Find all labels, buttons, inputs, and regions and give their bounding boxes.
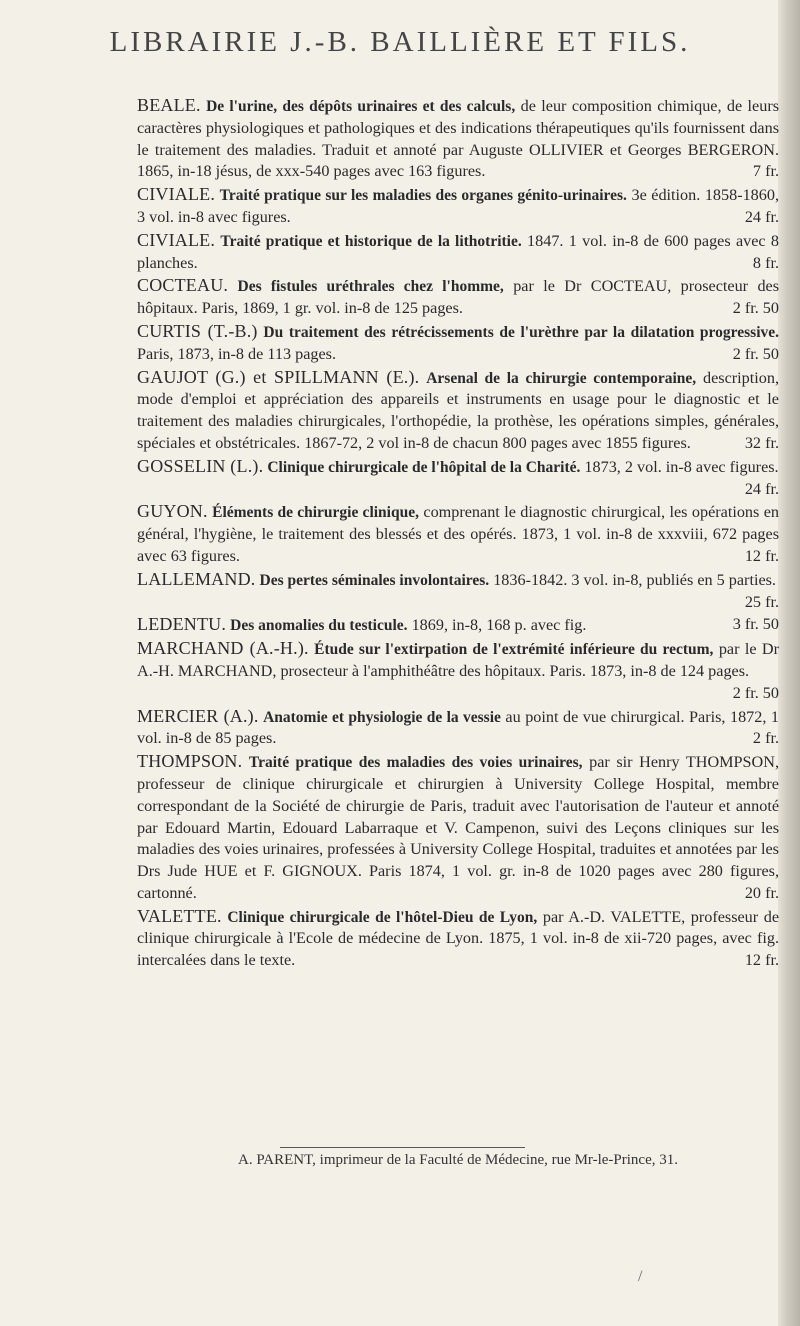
catalog-entries (137, 95, 779, 973)
entry-description: par le Dr COCTEAU, prosecteur des hôpitaux. Paris, 1869, 1 gr. vol. in-8 de 125 pages. (137, 277, 780, 318)
entry-author: VALETTE. (137, 905, 222, 926)
entry-author: LALLEMAND. (137, 568, 256, 589)
catalog-entry (137, 456, 779, 501)
catalog-entry (137, 367, 779, 455)
entry-title: Clinique chirurgicale de l'hôtel-Dieu de Lyon, (227, 908, 538, 926)
catalog-entry (137, 614, 779, 637)
entry-description: par sir Henry THOMPSON, professeur de clinique chirurgicale et chirurgien à University College Hospital, membre correspondant de la Société de chirurgie de Paris, traduit avec l'autorisation de l'auteur et annoté par Edouard Martin, Edouard Labarraque et V. Campenon, suivi des Leçons cliniques sur les maladies des voies urinaires, professées à University College Hospital, traduites et annotées par les Drs Jude HUE et F. GIGNOUX. Paris 1874, 1 vol. gr. in-8 de 1020 pages avec 280 figures, cartonné. (137, 753, 779, 902)
entry-author: CIVIALE. (137, 184, 216, 205)
entry-price: 20 fr. (744, 883, 779, 902)
entry-title: Traité pratique sur les maladies des organes génito-urinaires. (219, 187, 627, 205)
entry-description: 3e édition. 1858-1860, 3 vol. in-8 avec figures. (137, 186, 780, 226)
entry-title: De l'urine, des dépôts urinaires et des calculs, (206, 98, 516, 115)
entry-description: par A.-D. VALETTE, professeur de clinique chirurgicale à l'Ecole de médecine de Lyon. 1875, 1 vol. in-8 de xii-720 pages, avec fig. intercalées dans le texte. (137, 907, 780, 970)
catalog-entry (137, 501, 779, 567)
entry-title: Étude sur l'extirpation de l'extrémité inférieure du rectum, (314, 641, 714, 659)
entry-author: CURTIS (T.-B.) (137, 320, 258, 341)
entry-title: Des anomalies du testicule. (230, 617, 408, 635)
catalog-entry (137, 95, 779, 183)
entry-description: Paris, 1873, in-8 de 113 pages. (137, 344, 337, 363)
entry-title: Des fistules uréthrales chez l'homme, (237, 278, 504, 296)
entry-author: MERCIER (A.). (137, 705, 259, 726)
entry-price: 12 fr. (744, 951, 779, 970)
entry-title: Éléments de chirurgie clinique, (212, 504, 419, 522)
catalog-entry (137, 638, 779, 704)
entry-author: GOSSELIN (L.). (137, 455, 264, 476)
entry-price: 32 fr. (744, 433, 779, 452)
entry-author: THOMPSON. (137, 751, 243, 772)
entry-description: comprenant le diagnostic chirurgical, les opérations en général, l'hygiène, le traitement des blessés et des opérés. 1873, 1 vol. in-8 de xxxviii, 672 pages avec 63 figures. (137, 503, 779, 565)
catalog-entry (137, 906, 779, 972)
entry-title: Du traitement des rétrécissements de l'urèthre par la dilatation progressive. (263, 323, 780, 341)
entry-description: 1847. 1 vol. in-8 de 600 pages avec 8 planches. (137, 231, 780, 272)
entry-price: 2 fr. 50 (732, 344, 779, 363)
entry-description: 1869, in-8, 168 p. avec fig. (411, 616, 587, 635)
entry-description: au point de vue chirurgical. Paris, 1872, 1 vol. in-8 de 85 pages. (137, 707, 780, 748)
entry-price: 7 fr. (752, 162, 779, 181)
entry-author: COCTEAU. (137, 275, 229, 296)
entry-price: 24 fr. (744, 479, 779, 498)
page-edge (778, 0, 800, 1326)
entry-price: 2 fr. (752, 729, 779, 748)
entry-title: Clinique chirurgicale de l'hôpital de la Charité. (267, 458, 581, 476)
entry-author: CIVIALE. (137, 229, 216, 250)
entry-author: GUYON. (137, 501, 208, 522)
catalog-entry (137, 751, 779, 905)
entry-price: 24 fr. (744, 207, 779, 226)
entry-description: de leur composition chimique, de leurs caractères physiologiques et pathologiques et des indications thérapeutiques qu'ils fournissent dans le traitement des maladies. Traduit et annoté par Auguste OLLIVIER et Georges BERGERON. 1865, in-18 jésus, de xxx-540 pages avec 163 figures. (137, 97, 780, 181)
entry-title: Arsenal de la chirurgie contemporaine, (426, 369, 697, 387)
entry-title: Anatomie et physiologie de la vessie (263, 708, 501, 726)
entry-title: Des pertes séminales involontaires. (259, 571, 490, 589)
entry-author: MARCHAND (A.-H.). (137, 638, 309, 659)
entry-price: 12 fr. (744, 546, 779, 565)
catalog-entry (137, 321, 779, 366)
entry-price: 8 fr. (752, 253, 779, 272)
page-header: LIBRAIRIE J.-B. BAILLIÈRE ET FILS. (109, 26, 691, 58)
entry-title: Traité pratique des maladies des voies urinaires, (248, 754, 583, 772)
stray-mark: / (638, 1268, 643, 1285)
entry-description: 1836-1842. 3 vol. in-8, publiés en 5 parties. (493, 570, 776, 589)
catalog-entry (137, 706, 779, 751)
entry-description: description, mode d'emploi et appréciation des appareils et instruments en usage pour le diagnostic et le traitement des maladies chirurgicales, l'orthopédie, la prothèse, les opérations simples, générales, spéciales et obstétricales. 1867-72, 2 vol in-8 de chacun 800 pages avec 1855 figures. (137, 368, 780, 452)
entry-price: 2 fr. 50 (732, 299, 779, 318)
entry-price: 3 fr. 50 (732, 615, 779, 634)
footer-rule (280, 1147, 525, 1148)
entry-author: GAUJOT (G.) et SPILLMANN (E.). (137, 366, 420, 387)
printer-imprint: A. PARENT, imprimeur de la Faculté de Médecine, rue Mr-le-Prince, 31. (238, 1152, 678, 1168)
entry-price: 2 fr. 50 (732, 683, 779, 702)
entry-description: 1873, 2 vol. in-8 avec figures. (584, 457, 779, 476)
entry-author: LEDENTU. (137, 614, 227, 635)
catalog-entry (137, 184, 779, 229)
catalog-entry (137, 569, 779, 614)
catalog-entry (137, 275, 779, 320)
entry-description: par le Dr A.-H. MARCHAND, prosecteur à l'amphithéâtre des hôpitaux. Paris. 1873, in-8 de 124 pages. (137, 640, 779, 680)
entry-author: BEALE. (137, 95, 201, 115)
entry-price: 25 fr. (744, 592, 779, 611)
entry-title: Traité pratique et historique de la lithotritie. (220, 232, 522, 250)
catalog-entry (137, 230, 779, 275)
